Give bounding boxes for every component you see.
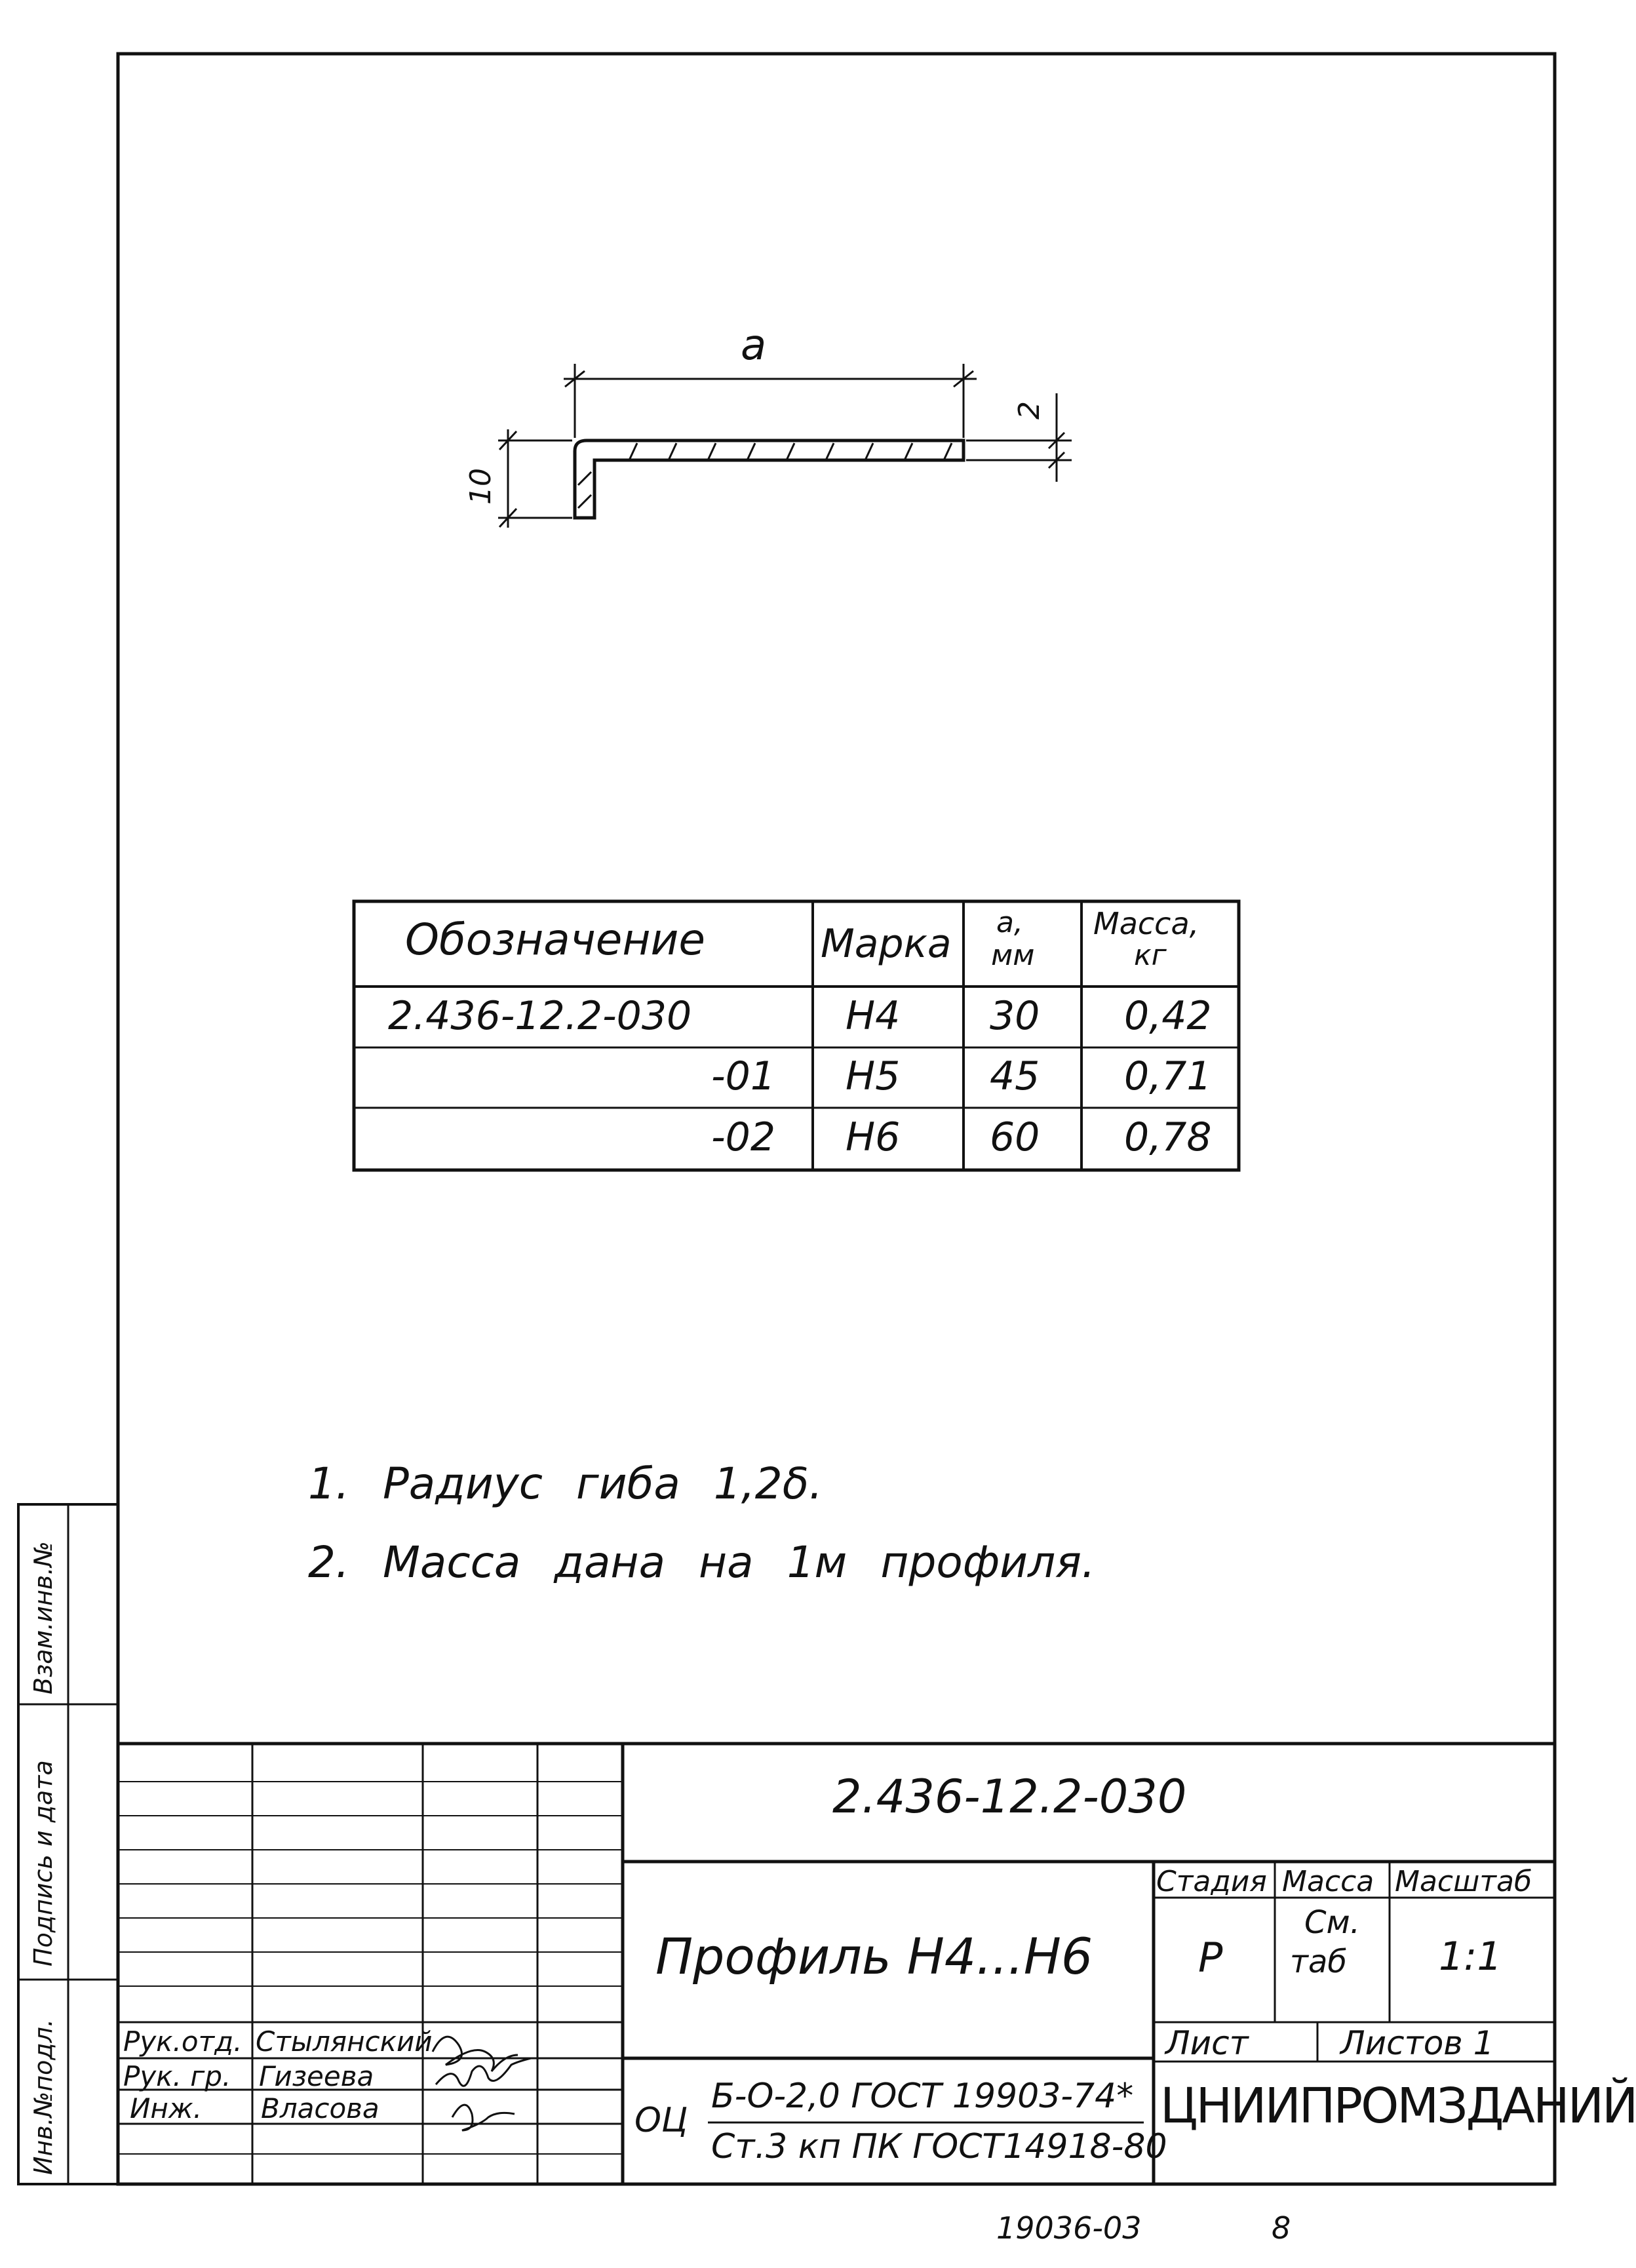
stage-label: Стадия xyxy=(1156,1865,1267,1898)
stamp-inv-podl: Инв.№подл. xyxy=(29,2018,58,2175)
row2-a: 45 xyxy=(990,1053,1040,1099)
footer-page: 8 xyxy=(1272,2210,1291,2246)
row2-designation: -01 xyxy=(711,1053,775,1099)
sheets-label: Листов 1 xyxy=(1340,2024,1494,2062)
row1-designation: 2.436-12.2-030 xyxy=(388,993,692,1039)
sheet-label: Лист xyxy=(1165,2024,1249,2062)
row3-mass: 0,78 xyxy=(1124,1114,1212,1160)
mass-label: Масса xyxy=(1282,1865,1374,1898)
mass-value-top: См. xyxy=(1304,1904,1360,1941)
dim-height-label: 10 xyxy=(464,468,497,505)
th-designation: Обозначение xyxy=(405,914,705,965)
th-a-unit: мм xyxy=(991,939,1035,972)
th-mark: Марка xyxy=(821,921,952,967)
doc-title: Профиль Н4...Н6 xyxy=(655,1927,1093,1985)
row1-mass: 0,42 xyxy=(1124,993,1212,1039)
row1-a: 30 xyxy=(990,993,1040,1039)
row2-mark: Н5 xyxy=(846,1053,901,1099)
material-bottom: Ст.3 кп ПК ГОСТ14918-80 xyxy=(711,2127,1167,2166)
material-top: Б-О-2,0 ГОСТ 19903-74* xyxy=(711,2077,1134,2116)
dim-a-label: a xyxy=(741,321,767,370)
th-a: a, xyxy=(996,906,1023,939)
signer-name-3: Власова xyxy=(261,2092,380,2124)
row3-a: 60 xyxy=(990,1114,1040,1160)
th-mass-unit: кг xyxy=(1134,939,1167,972)
signer-name-1: Стылянский xyxy=(256,2025,433,2058)
dim-thickness-label: 2 xyxy=(1013,401,1046,420)
row3-designation: -02 xyxy=(711,1114,775,1160)
note-2: 2. Масса дана на 1м профиля. xyxy=(308,1537,1095,1588)
row2-mass: 0,71 xyxy=(1124,1053,1212,1099)
row3-mark: Н6 xyxy=(846,1114,901,1160)
doc-number: 2.436-12.2-030 xyxy=(832,1770,1187,1824)
scale-label: Масштаб xyxy=(1395,1865,1532,1898)
th-mass: Масса, xyxy=(1093,906,1199,941)
stage-value: Р xyxy=(1198,1934,1223,1982)
stamp-vzam-inv: Взам.инв.№ xyxy=(29,1541,58,1694)
footer-code: 19036-03 xyxy=(996,2210,1142,2246)
material-prefix: ОЦ xyxy=(634,2101,688,2140)
signer-role-3: Инж. xyxy=(130,2092,203,2124)
signer-role-2: Рук. гр. xyxy=(123,2060,231,2092)
row1-mark: Н4 xyxy=(846,993,901,1039)
signer-name-2: Гизеева xyxy=(259,2060,374,2092)
signer-role-1: Рук.отд. xyxy=(123,2025,243,2058)
note-1: 1. Радиус гиба 1,2δ. xyxy=(308,1458,823,1509)
scale-value: 1:1 xyxy=(1439,1934,1502,1980)
profile-section-drawing xyxy=(498,364,1072,528)
mass-value-bottom: таб xyxy=(1290,1944,1347,1980)
stamp-podpis-data: Подпись и дата xyxy=(29,1760,58,1966)
organization: ЦНИИПРОМЗДАНИЙ xyxy=(1160,2078,1636,2134)
